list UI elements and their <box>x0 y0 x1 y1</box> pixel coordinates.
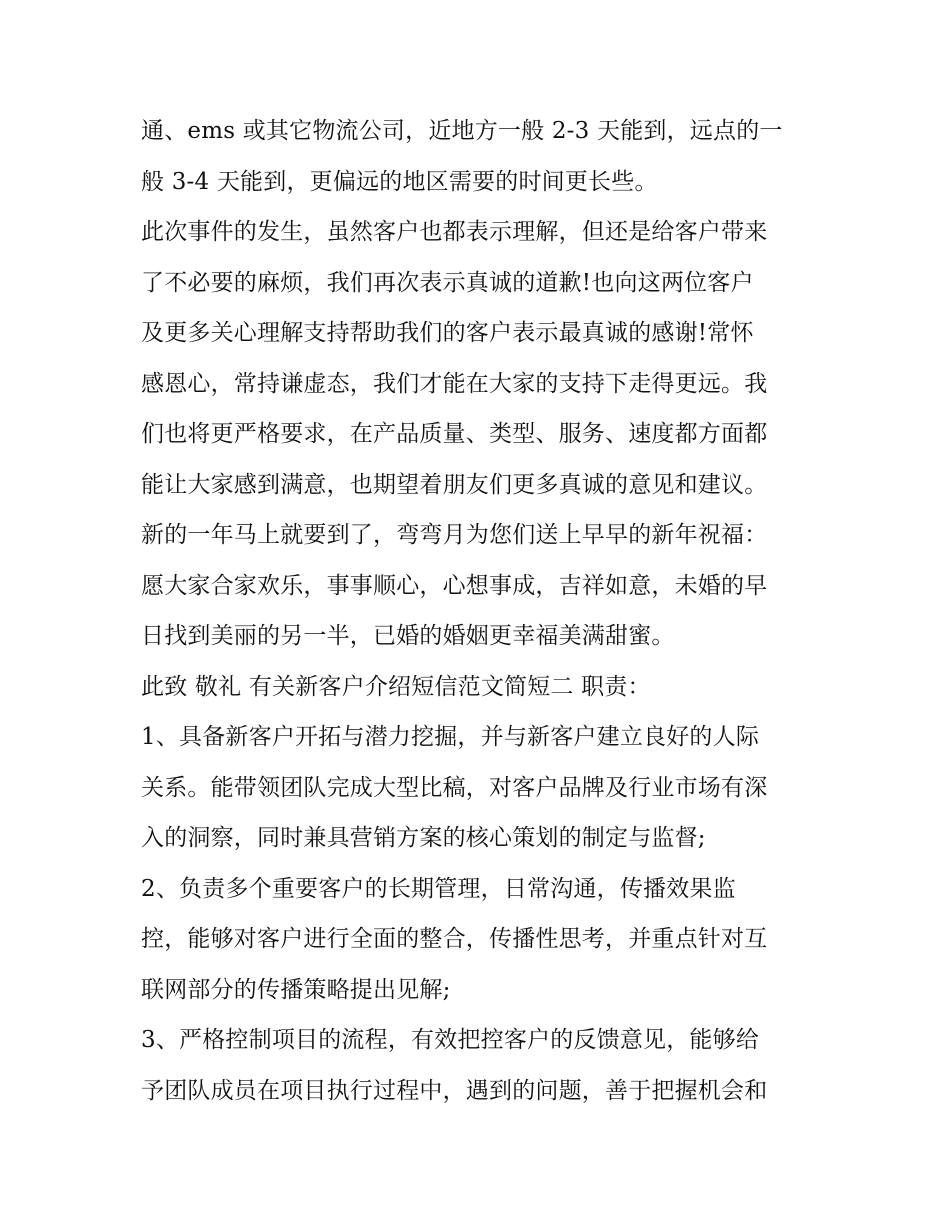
text-line: 此致 敬礼 有关新客户介绍短信范文简短二 职责： <box>141 673 651 700</box>
text-line: 3、严格控制项目的流程，有效把控客户的反馈意见，能够给 <box>141 1027 760 1053</box>
text-line: 能让大家感到满意，也期望着朋友们更多真诚的意见和建议。 <box>141 471 768 498</box>
text-line: 们也将更严格要求，在产品质量、类型、服务、速度都方面都 <box>141 421 768 447</box>
text-line: 1、具备新客户开拓与潜力挖掘，并与新客户建立良好的人际 <box>141 724 760 750</box>
text-line: 关系。能带领团队完成大型比稿，对客户品牌及行业市场有深 <box>141 774 768 801</box>
text-line: 2、负责多个重要客户的长期管理，日常沟通，传播效果监 <box>141 875 736 902</box>
document-body <box>141 106 821 1116</box>
text-line: 控，能够对客户进行全面的整合，传播性思考，并重点针对互 <box>141 926 768 952</box>
text-line: 予团队成员在项目执行过程中，遇到的问题，善于把握机会和 <box>141 1077 768 1104</box>
text-line: 愿大家合家欢乐，事事顺心，心想事成，吉祥如意，未婚的早 <box>141 572 768 599</box>
text-line: 入的洞察，同时兼具营销方案的核心策划的制定与监督; <box>141 825 706 851</box>
text-line: 日找到美丽的另一半，已婚的婚姻更幸福美满甜蜜。 <box>141 623 675 649</box>
text-line: 通、ems 或其它物流公司，近地方一般 2-3 天能到，远点的一 <box>141 118 783 144</box>
text-line: 般 3-4 天能到，更偏远的地区需要的时间更长些。 <box>141 168 658 195</box>
text-line: 及更多关心理解支持帮助我们的客户表示最真诚的感谢!常怀 <box>141 320 754 346</box>
text-line: 了不必要的麻烦，我们再次表示真诚的道歉!也向这两位客户 <box>141 269 754 296</box>
text-line: 感恩心，常持谦虚态，我们才能在大家的支持下走得更远。我 <box>141 370 768 397</box>
text-line: 此次事件的发生，虽然客户也都表示理解，但还是给客户带来 <box>141 219 768 245</box>
text-line: 联网部分的传播策略提出见解; <box>141 976 451 1003</box>
text-line: 新的一年马上就要到了，弯弯月为您们送上早早的新年祝福： <box>141 522 768 548</box>
